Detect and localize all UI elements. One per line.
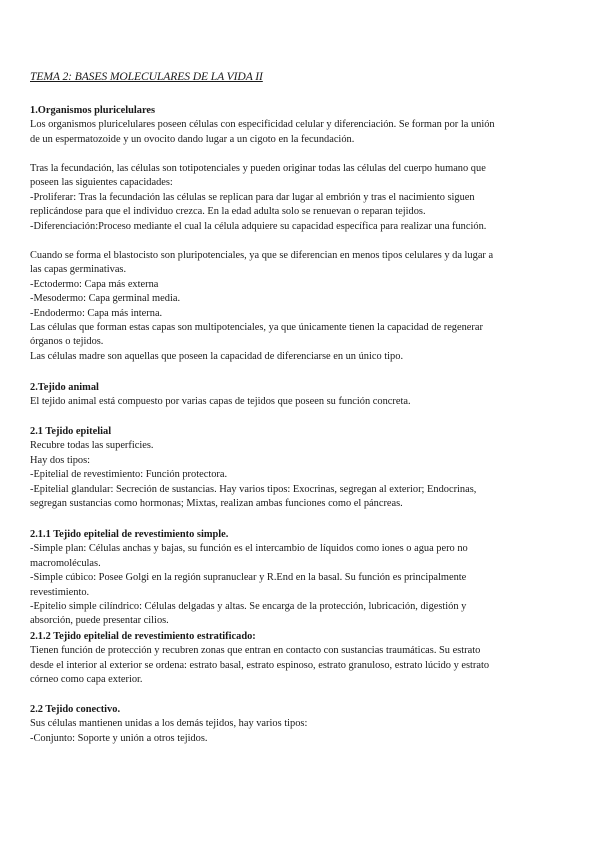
paragraph-line: órganos o tejidos. [30,336,104,348]
section-heading: 2.1.2 Tejido epitelial de revestimiento estratificado: [30,631,256,642]
paragraph-line: poseen las siguientes capacidades: [30,177,173,189]
paragraph-line: desde el interior al exterior se ordena: estrato basal, estrato espinoso, estrato granuloso, estrato lúcido y estrato [30,659,490,671]
paragraph-line: segregan sustancias como hormonas; Mixtas, realizan ambas funciones como el páncreas. [30,498,403,510]
paragraph-line: -Endodermo: Capa más interna. [30,307,163,319]
paragraph-line: -Epitelial glandular: Secreción de sustancias. Hay varios tipos: Exocrinas, segregan al exterior; Endocrinas, [30,483,477,495]
paragraph-line: Recubre todas las superficies. [30,440,154,452]
section-totipotenciales [30,162,575,234]
section-heading: 1.Organismos pluricelulares [30,105,156,116]
paragraph-line: córneo como capa exterior. [30,674,143,686]
document-title: TEMA 2: BASES MOLECULARES DE LA VIDA II [30,70,263,83]
section-revestimiento-estratificado [30,630,575,688]
paragraph-line: -Conjunto: Soporte y unión a otros tejidos. [30,732,208,744]
paragraph-line: revestimiento. [30,586,90,598]
section-heading: 2.1 Tejido epitelial [30,426,112,437]
paragraph-line: -Simple plan: Células anchas y bajas, su función es el intercambio de líquidos como iones o agua pero no [30,543,468,555]
paragraph-line: Tras la fecundación, las células son totipotenciales y pueden originar todas las células del cuerpo humano que [30,163,486,174]
paragraph-line: replicándose para que el individuo crezca. En la edad adulta solo se renuevan o reparan tejidos. [30,206,426,218]
paragraph-line: Cuando se forma el blastocisto son pluripotenciales, ya que se diferencian en menos tipos celulares y da lugar a [30,250,494,261]
paragraph-line: -Simple cúbico: Posee Golgi en la región supranuclear y R.End en la basal. Su función es principalmente [30,572,467,584]
paragraph-line: Los organismos pluricelulares poseen células con especificidad celular y diferenciación. Se forman por la unión [30,119,495,131]
paragraph-line: -Diferenciación:Proceso mediante el cual la célula adquiere su capacidad específica para realizar una función. [30,220,487,232]
paragraph-line: las capas germinativas. [30,264,127,276]
paragraph-line: -Proliferar: Tras la fecundación las células se replican para dar lugar al embrión y tras el nacimiento siguen [30,191,475,203]
section-organismos [30,104,575,147]
section-tejido-animal [30,381,575,410]
paragraph-line: de un espermatozoide y un ovocito dando lugar a un cigoto en la fecundación. [30,133,355,145]
paragraph-line: -Epitelio simple cilíndrico: Células delgadas y altas. Se encarga de la protección, lubricación, digestión y [30,601,467,613]
paragraph-line: -Ectodermo: Capa más externa [30,278,159,290]
section-tejido-epitelial [30,425,575,511]
paragraph-line: Las células madre son aquellas que poseen la capacidad de diferenciarse en un único tipo. [30,350,404,362]
paragraph-line: -Mesodermo: Capa germinal media. [30,293,181,305]
section-heading: 2.Tejido animal [30,382,99,393]
paragraph-line: -Epitelial de revestimiento: Función protectora. [30,469,228,481]
section-blastocisto [30,249,575,364]
section-heading: 2.2 Tejido conectivo. [30,704,121,715]
paragraph-line: Tienen función de protección y recubren zonas que entran en contacto con sustancias traumáticas. Su estrato [30,645,481,657]
paragraph-line: absorción, puede presentar cilios. [30,615,169,627]
paragraph-line: macromoléculas. [30,557,101,569]
paragraph-line: Las células que forman estas capas son multipotenciales, ya que únicamente tienen la capacidad de regenerar [30,322,483,334]
paragraph-line: Hay dos tipos: [30,454,91,466]
paragraph-line: El tejido animal está compuesto por varias capas de tejidos que poseen su función concreta. [30,396,411,408]
section-tejido-conectivo [30,703,575,746]
section-heading: 2.1.1 Tejido epitelial de revestimiento simple. [30,529,229,540]
paragraph-line: Sus células mantienen unidas a los demás tejidos, hay varios tipos: [30,718,308,730]
section-revestimiento-simple [30,528,575,629]
